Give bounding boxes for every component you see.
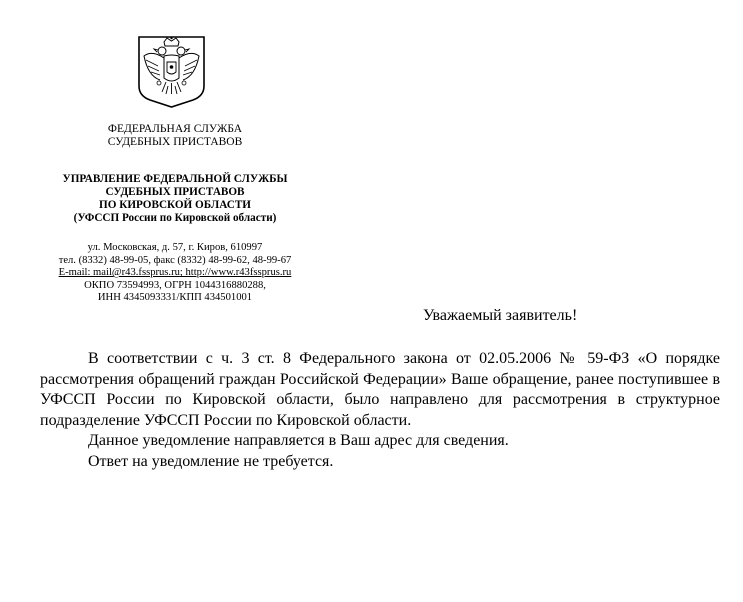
okpo-ogrn: ОКПО 73594993, ОГРН 1044316880288, [84, 279, 266, 291]
coat-of-arms-icon [138, 36, 205, 108]
service-line-1: ФЕДЕРАЛЬНАЯ СЛУЖБА [107, 123, 243, 135]
paragraph-notice: Данное уведомление направляется в Ваш адрес для сведения. [88, 432, 509, 449]
salutation: Уважаемый заявитель! [423, 307, 578, 324]
website-link[interactable]: ; http://www.r43fssprus.ru [179, 267, 292, 279]
dept-line-1: УПРАВЛЕНИЕ ФЕДЕРАЛЬНОЙ СЛУЖБЫ [62, 173, 288, 185]
dept-line-3: ПО КИРОВСКОЙ ОБЛАСТИ [99, 199, 251, 211]
paragraph-main: В соответствии с ч. 3 ст. 8 Федерального закона от 02.05.2006 № 59-ФЗ «О порядке рассмотрения обращений граждан Российской Федерации» Ваше обращение, ранее поступившее в УФССП России по Кировской области, было направлено для рассмотрения в структурное подразделение УФССП России по Кировской области. [40, 350, 720, 429]
service-name [40, 123, 310, 149]
dept-short-name: (УФССП России по Кировской области) [73, 212, 277, 224]
contact-block [40, 242, 310, 305]
phones: тел. (8332) 48-99-05, факс (8332) 48-99-62, 48-99-67 [58, 254, 292, 266]
service-line-2: СУДЕБНЫХ ПРИСТАВОВ [107, 136, 243, 148]
dept-line-2: СУДЕБНЫХ ПРИСТАВОВ [105, 186, 245, 198]
inn-kpp: ИНН 4345093331/КПП 434501001 [97, 292, 253, 304]
email-website-line [59, 267, 292, 280]
letter-body [40, 349, 720, 472]
address: ул. Московская, д. 57, г. Киров, 610997 [87, 242, 263, 253]
email-link[interactable]: E-mail: mail@r43.fssprus.ru [58, 267, 180, 279]
paragraph-no-reply: Ответ на уведомление не требуется. [88, 452, 334, 470]
department-name [40, 173, 310, 225]
